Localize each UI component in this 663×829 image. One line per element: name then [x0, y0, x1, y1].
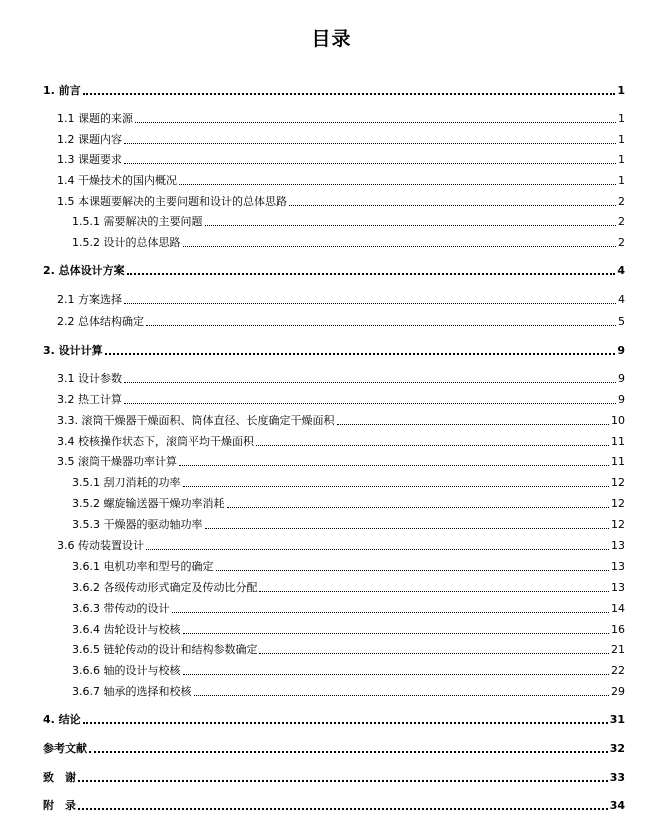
dot-leader: [179, 184, 616, 185]
dot-leader: [124, 403, 616, 404]
toc-entry[interactable]: [57, 453, 625, 469]
dot-leader: [124, 163, 616, 164]
toc-entry-label: 1.5 本课题要解决的主要问题和设计的总体思路: [57, 195, 287, 208]
toc-entry-page: 4: [617, 264, 625, 277]
toc-entry-label: 3.6 传动装置设计: [57, 539, 144, 552]
toc-entry[interactable]: [57, 172, 625, 188]
toc-entry[interactable]: [57, 110, 625, 126]
toc-entry[interactable]: [57, 193, 625, 209]
dot-leader: [205, 225, 617, 226]
toc-entry-label: 3.6.5 链轮传动的设计和结构参数确定: [72, 643, 258, 656]
dot-leader: [183, 633, 610, 634]
toc-entry-label: 1. 前言: [43, 84, 81, 97]
toc-entry-label: 3.6.6 轴的设计与校核: [72, 664, 181, 677]
toc-entry[interactable]: [57, 412, 625, 428]
toc-entry-page: 16: [611, 623, 625, 636]
toc-entry[interactable]: [72, 558, 625, 574]
toc-entry[interactable]: [57, 433, 625, 449]
toc-entry-page: 9: [618, 393, 625, 406]
toc-entry-label: 1.1 课题的来源: [57, 112, 133, 125]
toc-entry-page: 1: [618, 153, 625, 166]
toc-entry[interactable]: [72, 474, 625, 490]
toc-entry[interactable]: [72, 662, 625, 678]
toc-entry-label: 1.3 课题要求: [57, 153, 122, 166]
toc-entry-label: 3.5.2 螺旋输送器干燥功率消耗: [72, 497, 225, 510]
page-title: 目录: [311, 28, 352, 50]
toc-entry-label: 3. 设计计算: [43, 344, 103, 357]
toc-entry-label: 附 录: [43, 799, 76, 812]
toc-entry-page: 12: [611, 518, 625, 531]
dot-leader: [83, 722, 608, 724]
toc-entry[interactable]: [43, 797, 625, 813]
toc-entry-label: 3.6.3 带传动的设计: [72, 602, 170, 615]
toc-entry[interactable]: [72, 213, 625, 229]
toc-entry-page: 32: [609, 742, 625, 755]
dot-leader: [289, 205, 616, 206]
toc-entry[interactable]: [72, 600, 625, 616]
dot-leader: [259, 591, 609, 592]
toc-entry[interactable]: [57, 151, 625, 167]
toc-entry-label: 参考文献: [43, 742, 87, 755]
toc-entry-page: 4: [618, 293, 625, 306]
toc-entry[interactable]: [43, 82, 625, 98]
dot-leader: [124, 143, 616, 144]
dot-leader: [183, 486, 610, 487]
toc-entry-label: 2.1 方案选择: [57, 293, 122, 306]
toc-entry-page: 34: [609, 799, 625, 812]
dot-leader: [124, 303, 616, 304]
toc-entry-label: 3.3. 滚筒干燥器干燥面积、筒体直径、长度确定干燥面积: [57, 414, 335, 427]
toc-entry[interactable]: [57, 313, 625, 329]
toc-entry-page: 33: [609, 771, 625, 784]
toc-entry[interactable]: [72, 234, 625, 250]
toc-entry-label: 3.6.2 各级传动形式确定及传动比分配: [72, 581, 258, 594]
toc-entry-page: 13: [611, 560, 625, 573]
dot-leader: [127, 273, 616, 275]
dot-leader: [105, 353, 616, 355]
dot-leader: [172, 612, 610, 613]
toc-entry-label: 1.4 干燥技术的国内概况: [57, 174, 177, 187]
toc-entry-page: 2: [618, 215, 625, 228]
dot-leader: [83, 93, 616, 95]
dot-leader: [256, 445, 609, 446]
toc-entry-label: 3.5.3 干燥器的驱动轴功率: [72, 518, 203, 531]
dot-leader: [183, 246, 617, 247]
toc-entry[interactable]: [72, 641, 625, 657]
dot-leader: [89, 751, 608, 753]
toc-entry-label: 3.6.4 齿轮设计与校核: [72, 623, 181, 636]
toc-entry-label: 1.5.2 设计的总体思路: [72, 236, 181, 249]
toc-entry-page: 1: [618, 133, 625, 146]
dot-leader: [205, 528, 610, 529]
dot-leader: [78, 780, 608, 782]
toc-entry[interactable]: [43, 342, 625, 358]
dot-leader: [78, 808, 608, 810]
dot-leader: [135, 122, 616, 123]
toc-entry[interactable]: [57, 370, 625, 386]
toc-entry-page: 1: [618, 174, 625, 187]
toc-entry-page: 29: [611, 685, 625, 698]
toc-entry[interactable]: [57, 291, 625, 307]
dot-leader: [146, 325, 616, 326]
toc-entry[interactable]: [43, 740, 625, 756]
toc-entry[interactable]: [43, 711, 625, 727]
toc-entry-page: 2: [618, 236, 625, 249]
toc-entry[interactable]: [72, 495, 625, 511]
toc-entry-label: 1.5.1 需要解决的主要问题: [72, 215, 203, 228]
toc-entry[interactable]: [43, 769, 625, 785]
toc-entry-label: 2.2 总体结构确定: [57, 315, 144, 328]
toc-entry-page: 11: [611, 435, 625, 448]
toc-entry-page: 2: [618, 195, 625, 208]
toc-entry[interactable]: [72, 516, 625, 532]
toc-entry-page: 11: [611, 455, 625, 468]
toc-entry-label: 1.2 课题内容: [57, 133, 122, 146]
toc-entry-label: 2. 总体设计方案: [43, 264, 125, 277]
toc-entry-page: 14: [611, 602, 625, 615]
toc-entry-page: 9: [617, 344, 625, 357]
toc-entry-label: 3.5 滚筒干燥器功率计算: [57, 455, 177, 468]
toc-entry-label: 致 谢: [43, 771, 76, 784]
toc-entry-page: 31: [609, 713, 625, 726]
dot-leader: [194, 695, 610, 696]
toc-entry-label: 3.1 设计参数: [57, 372, 122, 385]
dot-leader: [183, 674, 610, 675]
dot-leader: [124, 382, 616, 383]
toc-entry-label: 4. 结论: [43, 713, 81, 726]
toc-entry-page: 13: [611, 539, 625, 552]
dot-leader: [259, 653, 609, 654]
dot-leader: [146, 549, 609, 550]
toc-entry-page: 13: [611, 581, 625, 594]
toc-entry-label: 3.4 校核操作状态下，滚筒平均干燥面积: [57, 435, 254, 448]
toc-entry[interactable]: [72, 621, 625, 637]
toc-entry-page: 1: [617, 84, 625, 97]
toc-entry-label: 3.6.7 轴承的选择和校核: [72, 685, 192, 698]
toc-entry[interactable]: [72, 579, 625, 595]
toc-entry[interactable]: [43, 262, 625, 278]
toc-entry-page: 1: [618, 112, 625, 125]
toc-entry-label: 3.6.1 电机功率和型号的确定: [72, 560, 214, 573]
toc-entry-page: 22: [611, 664, 625, 677]
toc-entry-page: 12: [611, 476, 625, 489]
dot-leader: [179, 465, 609, 466]
toc-entry-label: 3.2 热工计算: [57, 393, 122, 406]
toc-entry[interactable]: [57, 537, 625, 553]
toc-entry[interactable]: [72, 683, 625, 699]
toc-entry-page: 12: [611, 497, 625, 510]
toc-entry[interactable]: [57, 391, 625, 407]
dot-leader: [337, 424, 610, 425]
toc-entry[interactable]: [57, 131, 625, 147]
toc-entry-page: 9: [618, 372, 625, 385]
dot-leader: [216, 570, 610, 571]
toc-entry-page: 10: [611, 414, 625, 427]
dot-leader: [227, 507, 610, 508]
toc-entry-label: 3.5.1 刮刀消耗的功率: [72, 476, 181, 489]
toc-entry-page: 5: [618, 315, 625, 328]
toc-entry-page: 21: [611, 643, 625, 656]
